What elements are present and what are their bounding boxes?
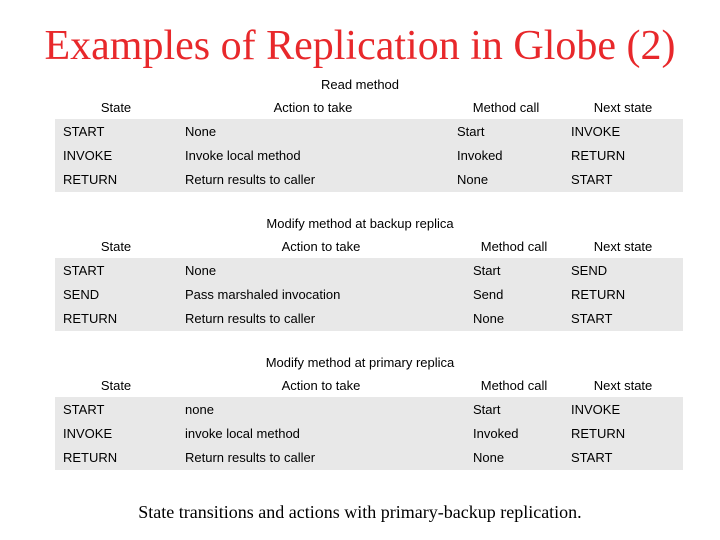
cell-action: Return results to caller <box>177 167 449 192</box>
cell-action: invoke local method <box>177 421 465 445</box>
cell-action: Invoke local method <box>177 143 449 167</box>
primary-replica-table <box>55 374 683 470</box>
table-row <box>55 143 683 167</box>
cell-state: INVOKE <box>55 421 177 445</box>
cell-action: None <box>177 119 449 143</box>
cell-method-call: Start <box>465 258 563 282</box>
table-row <box>55 397 683 421</box>
cell-next-state: RETURN <box>563 143 683 167</box>
cell-method-call: Invoked <box>449 143 563 167</box>
table-header-row <box>55 96 683 119</box>
table-header-row <box>55 374 683 397</box>
cell-next-state: RETURN <box>563 421 683 445</box>
column-header-state: State <box>55 374 177 397</box>
column-header-method-call: Method call <box>465 235 563 258</box>
cell-action: Return results to caller <box>177 445 465 470</box>
cell-state: RETURN <box>55 445 177 470</box>
table-row <box>55 167 683 192</box>
table-row <box>55 306 683 331</box>
read-method-table <box>55 96 683 192</box>
primary-replica-caption: Modify method at primary replica <box>265 355 455 370</box>
backup-replica-caption: Modify method at backup replica <box>266 216 454 231</box>
cell-method-call: None <box>449 167 563 192</box>
cell-next-state: START <box>563 167 683 192</box>
cell-method-call: None <box>465 445 563 470</box>
table-row <box>55 258 683 282</box>
cell-next-state: RETURN <box>563 282 683 306</box>
cell-method-call: Start <box>449 119 563 143</box>
column-header-state: State <box>55 96 177 119</box>
cell-state: RETURN <box>55 306 177 331</box>
backup-replica-table <box>55 235 683 331</box>
column-header-next-state: Next state <box>563 96 683 119</box>
cell-next-state: INVOKE <box>563 119 683 143</box>
cell-state: RETURN <box>55 167 177 192</box>
cell-method-call: Start <box>465 397 563 421</box>
cell-state: INVOKE <box>55 143 177 167</box>
cell-next-state: SEND <box>563 258 683 282</box>
page-title: Examples of Replication in Globe (2) <box>44 23 676 69</box>
cell-next-state: INVOKE <box>563 397 683 421</box>
table-row <box>55 445 683 470</box>
cell-action: Return results to caller <box>177 306 465 331</box>
table-header-row <box>55 235 683 258</box>
cell-method-call: Send <box>465 282 563 306</box>
column-header-action: Action to take <box>177 96 449 119</box>
cell-state: START <box>55 258 177 282</box>
cell-state: SEND <box>55 282 177 306</box>
column-header-action: Action to take <box>177 374 465 397</box>
column-header-action: Action to take <box>177 235 465 258</box>
cell-action: Pass marshaled invocation <box>177 282 465 306</box>
read-method-caption: Read method <box>320 77 400 92</box>
cell-state: START <box>55 119 177 143</box>
column-header-next-state: Next state <box>563 235 683 258</box>
footer-caption: State transitions and actions with primary-backup replication. <box>138 502 582 522</box>
cell-next-state: START <box>563 445 683 470</box>
column-header-method-call: Method call <box>449 96 563 119</box>
table-row <box>55 421 683 445</box>
cell-action: none <box>177 397 465 421</box>
cell-state: START <box>55 397 177 421</box>
column-header-state: State <box>55 235 177 258</box>
cell-method-call: None <box>465 306 563 331</box>
table-row <box>55 282 683 306</box>
column-header-method-call: Method call <box>465 374 563 397</box>
cell-action: None <box>177 258 465 282</box>
cell-next-state: START <box>563 306 683 331</box>
column-header-next-state: Next state <box>563 374 683 397</box>
table-row <box>55 119 683 143</box>
cell-method-call: Invoked <box>465 421 563 445</box>
